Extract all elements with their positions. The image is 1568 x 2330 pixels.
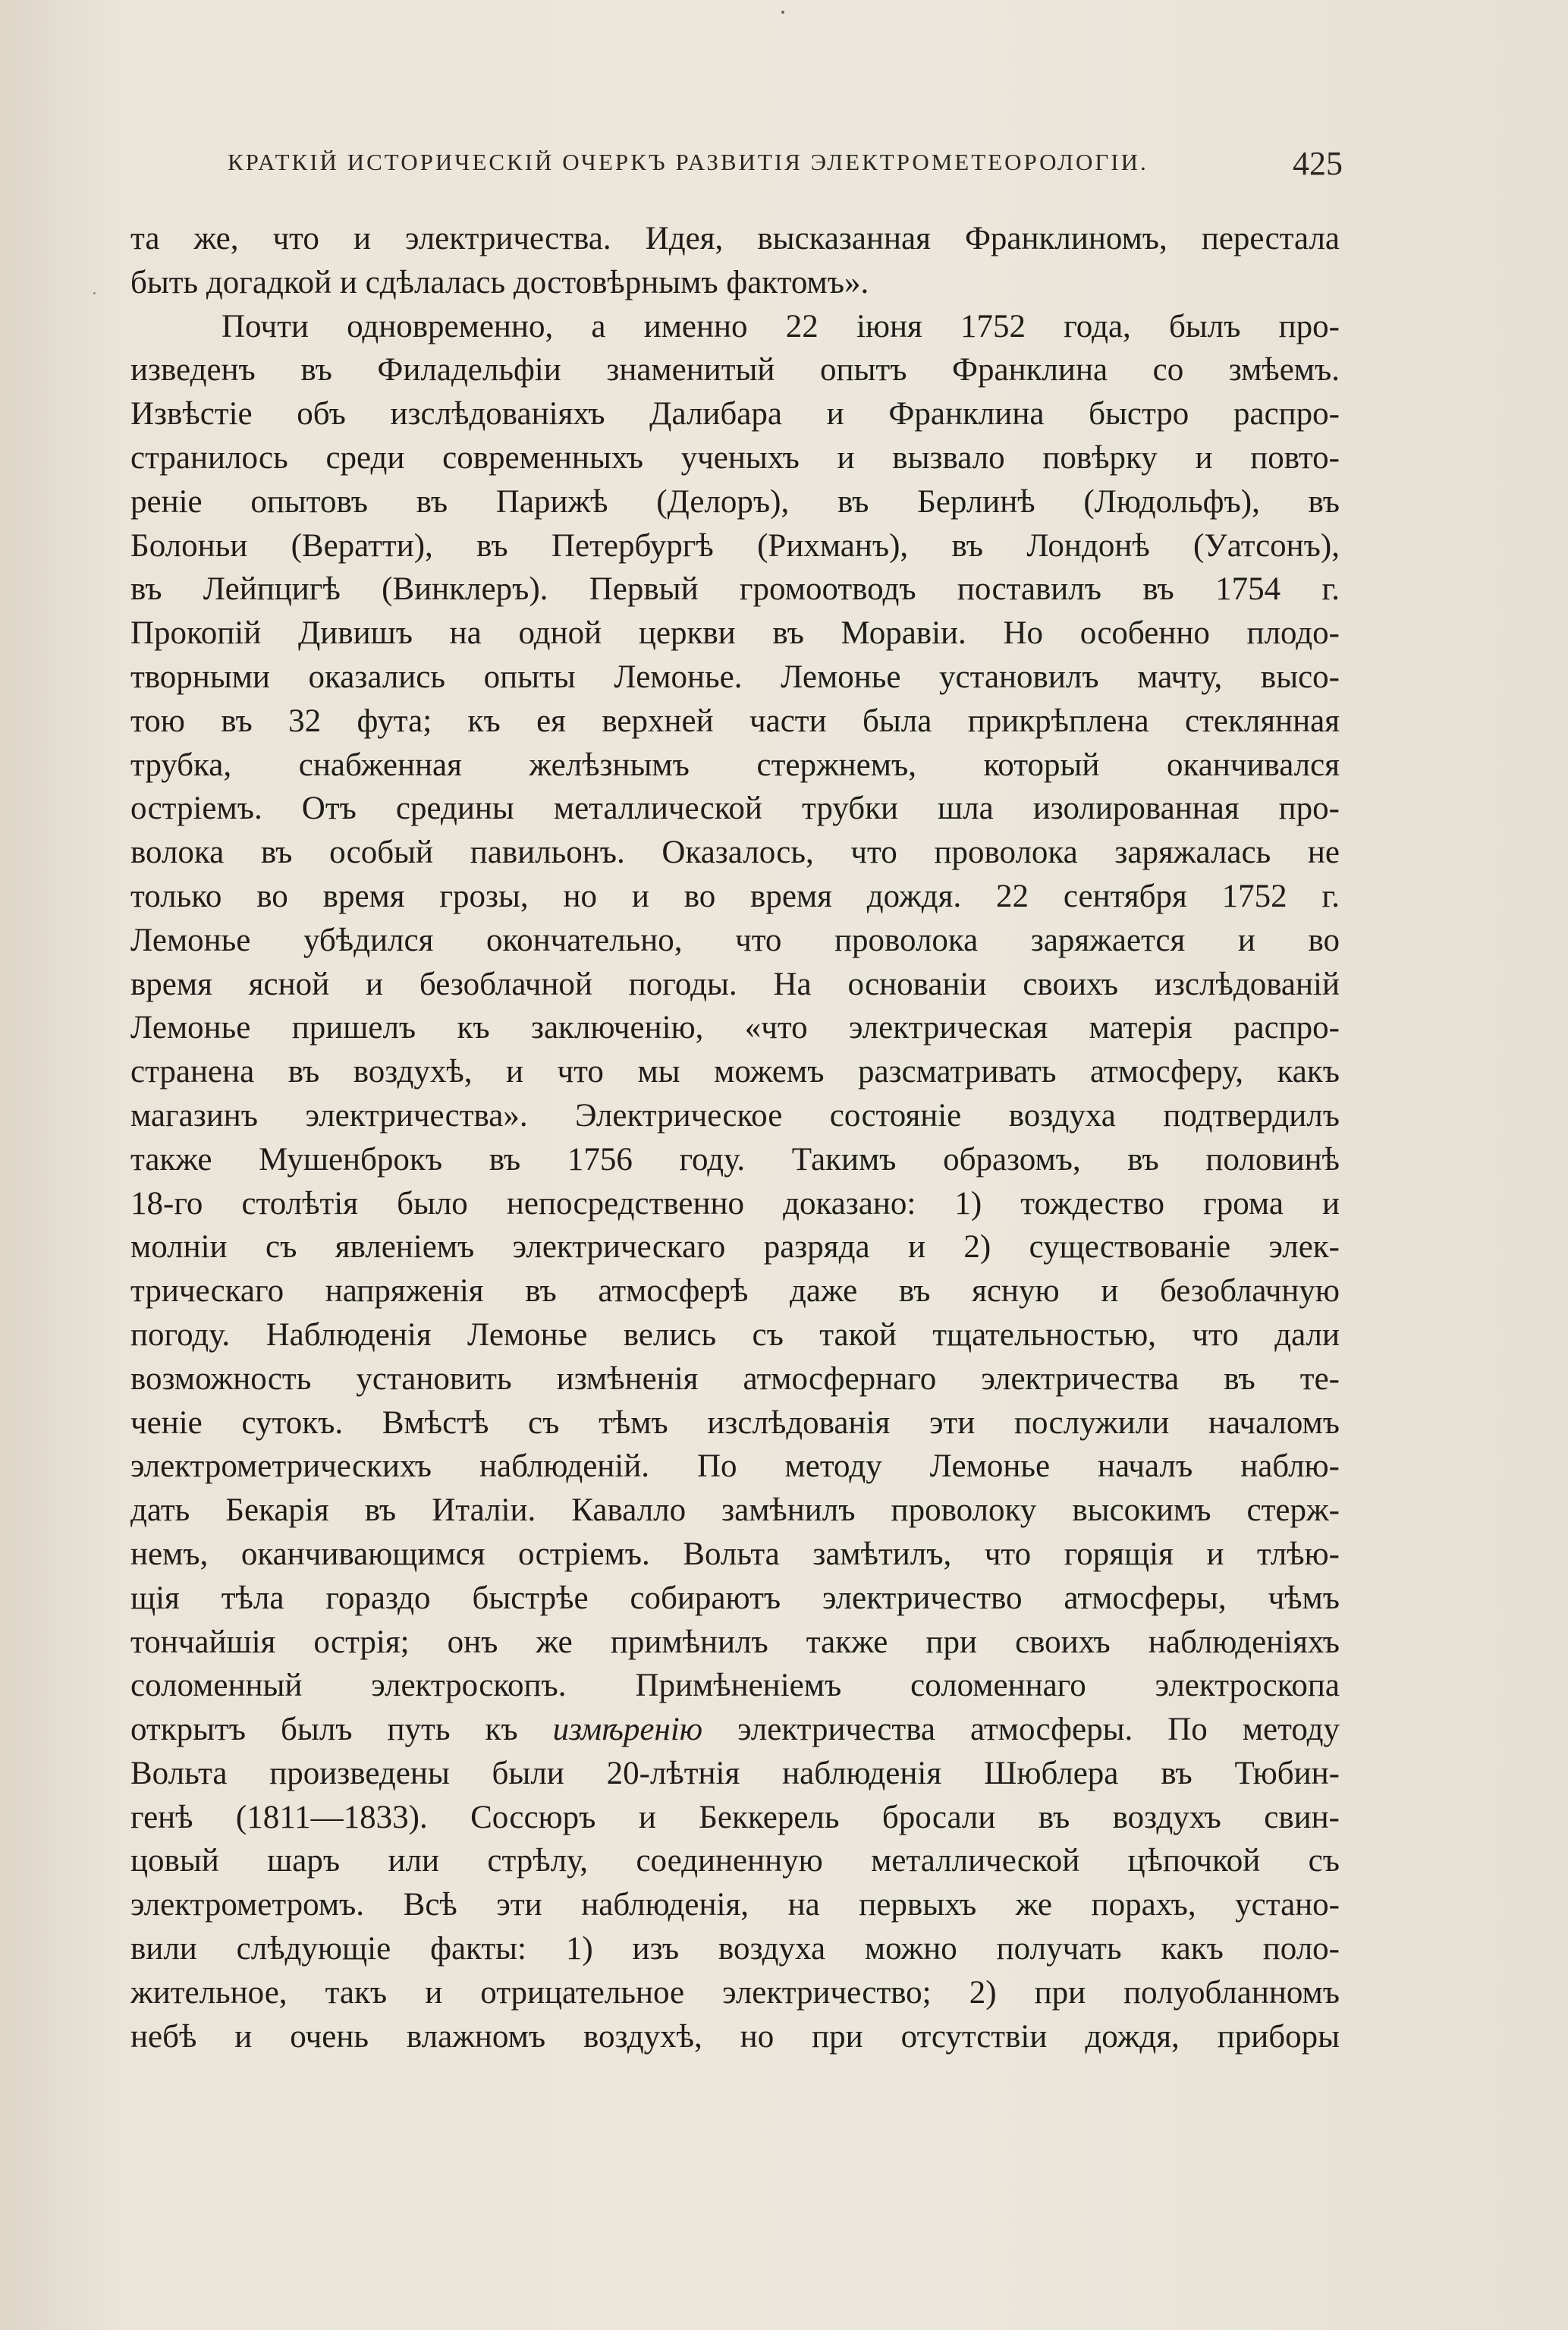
text-line: Болоньи (Beратти), въ Петербургѣ (Рихманъ), въ Лондонѣ (Уатсонъ), [130, 527, 1340, 564]
page-header [228, 145, 1343, 194]
text-line: только во время грозы, но и во время дождя. 22 сентября 1752 г. [130, 878, 1340, 914]
text-fragment: открытъ былъ путь къ [130, 1712, 518, 1748]
text-line: остріемъ. Отъ средины металлической трубки шла изолированная про- [130, 791, 1340, 827]
text-line: трубка, снабженная желѣзнымъ стержнемъ, который оканчивался [130, 747, 1340, 783]
page-number: 425 [1293, 145, 1343, 182]
paper-speck [93, 292, 96, 294]
text-line: изведенъ въ Филадельфіи знаменитый опытъ Франклина со змѣемъ. [130, 352, 1340, 388]
text-line: Вольта произведены были 20-лѣтнія наблюденія Шюблера въ Тюбин- [130, 1755, 1340, 1791]
paper-speck [781, 11, 784, 14]
text-line: цовый шаръ или стрѣлу, соединенную металлической цѣпочкой съ [130, 1843, 1340, 1879]
italic-word: измѣренію [552, 1712, 703, 1748]
text-line: погоду. Наблюденія Лемонье велись съ такой тщательностью, что дали [130, 1316, 1340, 1353]
text-line: жительное, такъ и отрицательное электричество; 2) при полуобланномъ [130, 1974, 1340, 2011]
text-line: возможность установить измѣненія атмосфернаго электричества въ те- [130, 1360, 1340, 1397]
text-line: немъ, оканчивающимся остріемъ. Вольта замѣтилъ, что горящія и тлѣю- [130, 1536, 1340, 1572]
text-line: щія тѣла гораздо быстрѣе собираютъ электричество атмосферы, чѣмъ [130, 1580, 1340, 1616]
text-line: Почти одновременно, а именно 22 іюня 1752 года, былъ про- [222, 308, 1340, 344]
text-fragment: электричества атмосферы. По методу [737, 1712, 1340, 1748]
text-line: трическаго напряженія въ атмосферѣ даже въ ясную и безоблачную [130, 1273, 1340, 1310]
text-line: 18-го столѣтія было непосредственно доказано: 1) тождество грома и [130, 1185, 1340, 1222]
text-line: быть догадкой и сдѣлалась достовѣрнымъ фактомъ». [130, 264, 869, 300]
text-line: электрометромъ. Всѣ эти наблюденія, на первыхъ же порахъ, устано- [130, 1887, 1340, 1923]
text-line: ченіе сутокъ. Вмѣстѣ съ тѣмъ изслѣдованія эти послужили началомъ [130, 1404, 1340, 1441]
text-line: странилось среди современныхъ ученыхъ и вызвало повѣрку и повто- [130, 439, 1340, 476]
text-line: странена въ воздухѣ, и что мы можемъ разсматривать атмосферу, какъ [130, 1054, 1340, 1090]
text-line: также Мушенброкъ въ 1756 году. Такимъ образомъ, въ половинѣ [130, 1141, 1340, 1178]
text-line: дать Бекарія въ Италіи. Кавалло замѣнилъ проволоку высокимъ стерж- [130, 1492, 1340, 1529]
text-line: Лемонье убѣдился окончательно, что проволока заряжается и во [130, 922, 1340, 958]
text-line: творными оказались опыты Лемонье. Лемонье установилъ мачту, высо- [130, 659, 1340, 695]
text-line: въ Лейпцигѣ (Винклеръ). Первый громоотводъ поставилъ въ 1754 г. [130, 571, 1340, 608]
text-line: молніи съ явленіемъ электрическаго разряда и 2) существованіе элек- [130, 1229, 1340, 1266]
text-line: соломенный электроскопъ. Примѣненіемъ соломеннаго электроскопа [130, 1668, 1340, 1704]
text-line: вили слѣдующіе факты: 1) изъ воздуха можно получать какъ поло- [130, 1931, 1340, 1967]
text-line: небѣ и очень влажномъ воздухѣ, но при отсутствіи дождя, приборы [130, 2018, 1340, 2055]
text-line: Прокопій Дивишъ на одной церкви въ Моравіи. Но особенно плодо- [130, 615, 1340, 652]
text-line: та же, что и электричества. Идея, высказанная Франклиномъ, перестала [130, 221, 1340, 256]
text-line: Лемонье пришелъ къ заключенію, «что электрическая матерія распро- [130, 1010, 1340, 1046]
running-title: КРАТКІЙ ИСТОРИЧЕСКІЙ ОЧЕРКЪ РАЗВИТІЯ ЭЛЕКТРОМЕТЕОРОЛОГІИ. [228, 149, 1149, 175]
text-line: тончайшія острія; онъ же примѣнилъ также при своихъ наблюденіяхъ [130, 1624, 1340, 1660]
text-line: генѣ (1811—1833). Соссюръ и Беккерель бросали въ воздухъ свин- [130, 1799, 1340, 1835]
text-line: магазинъ электричества». Электрическое состояніе воздуха подтвердилъ [130, 1097, 1340, 1134]
text-line: электрометрическихъ наблюденій. По методу Лемонье началъ наблю- [130, 1448, 1340, 1485]
body-text [130, 217, 1340, 2058]
text-line-with-italic [130, 1708, 1340, 1752]
text-line: реніе опытовъ въ Парижѣ (Делоръ), въ Берлинѣ (Людольфъ), въ [130, 483, 1340, 520]
text-line: волока въ особый павильонъ. Оказалось, что проволока заряжалась не [130, 835, 1340, 871]
text-line: тою въ 32 фута; къ ея верхней части была прикрѣплена стеклянная [130, 703, 1340, 739]
text-line: время ясной и безоблачной погоды. На основаніи своихъ изслѣдованій [130, 966, 1340, 1002]
text-line: Извѣстіе объ изслѣдованіяхъ Далибара и Франклина быстро распро- [130, 396, 1340, 432]
